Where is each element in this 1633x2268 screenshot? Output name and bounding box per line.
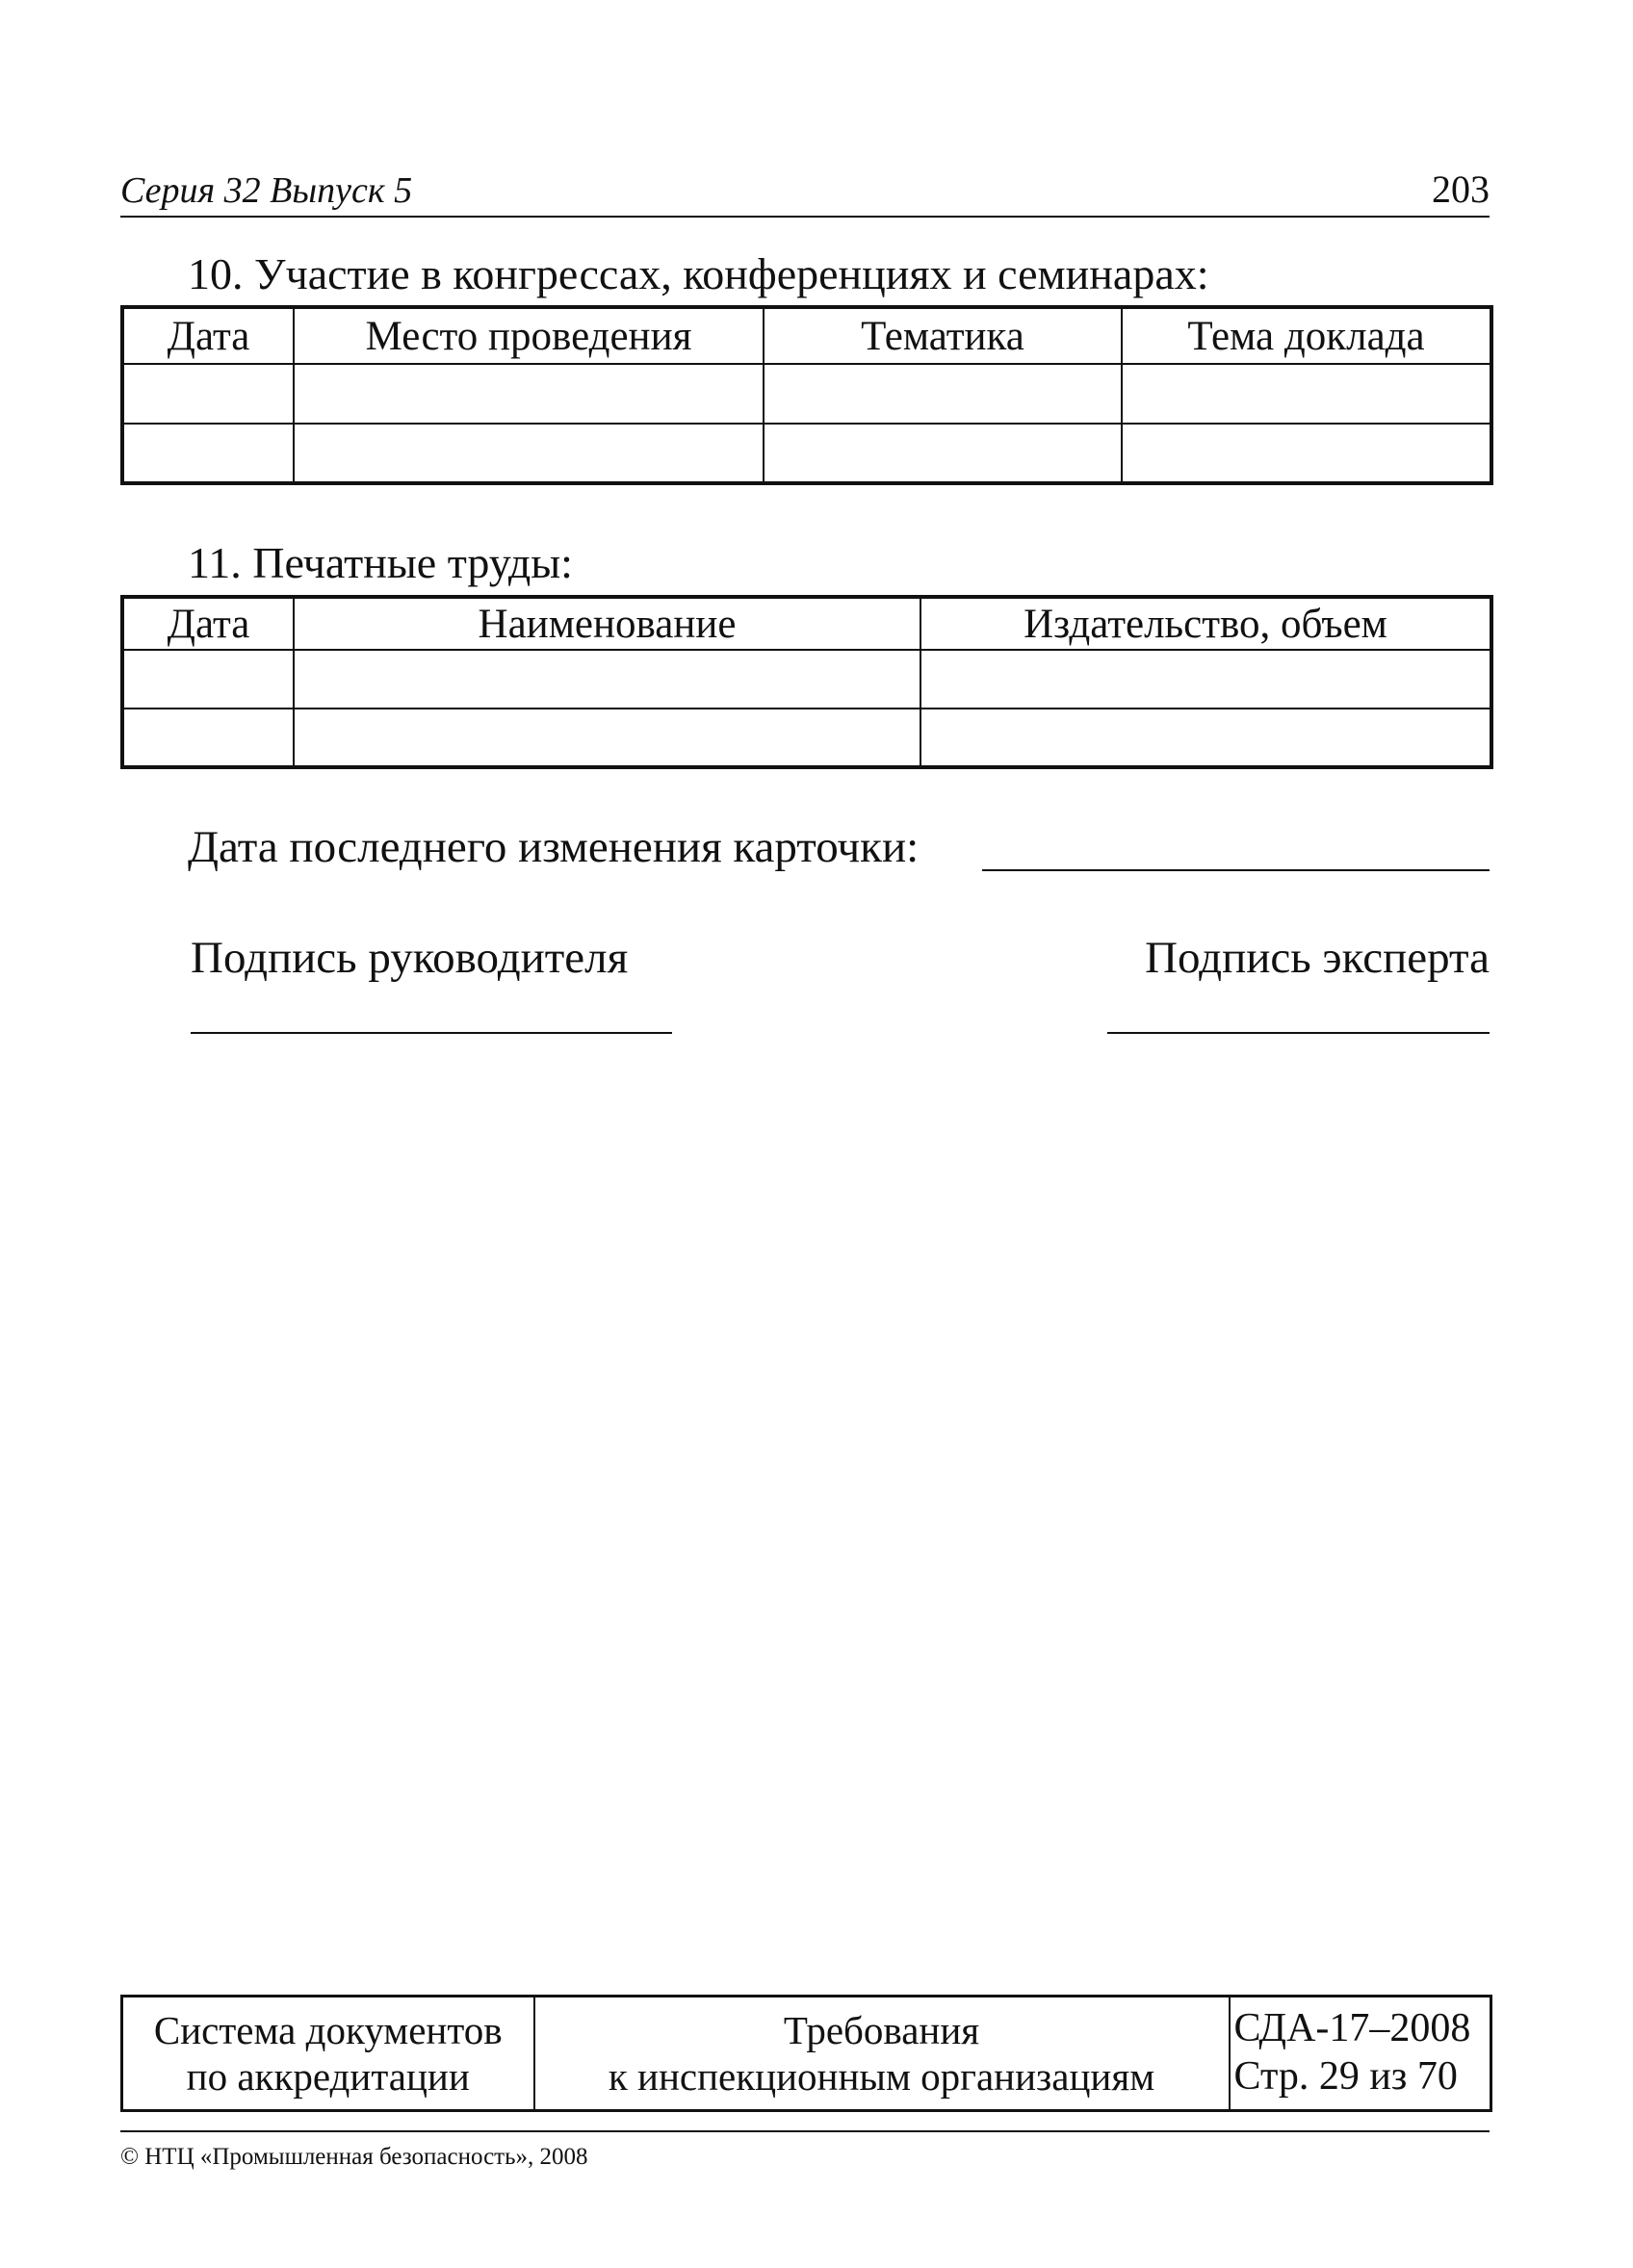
document-system-cell xyxy=(122,1997,534,2111)
column-header-date: Дата xyxy=(122,597,294,650)
table-cell[interactable] xyxy=(1122,364,1491,424)
section-11-heading: 11. Печатные труды: xyxy=(188,538,573,587)
document-code: СДА-17–2008 xyxy=(1233,2006,1471,2051)
column-header-topic: Тематика xyxy=(764,307,1122,364)
table-cell[interactable] xyxy=(920,709,1491,767)
series-title: Серия 32 Выпуск 5 xyxy=(120,170,413,211)
table-cell[interactable] xyxy=(122,364,294,424)
publications-table xyxy=(120,595,1493,769)
last-change-label: Дата последнего изменения карточки: xyxy=(188,822,920,872)
expert-signature-label: Подпись эксперта xyxy=(1145,933,1490,983)
document-title-line-2: к инспекционным организациям xyxy=(608,2054,1155,2099)
document-system-line-1: Система документов xyxy=(153,2007,503,2052)
table-cell[interactable] xyxy=(1122,424,1491,483)
conferences-table xyxy=(120,305,1493,485)
table-cell[interactable] xyxy=(122,424,294,483)
column-header-date: Дата xyxy=(122,307,294,364)
column-header-publisher-volume: Издательство, объем xyxy=(920,597,1491,650)
table-row xyxy=(122,424,1491,483)
table-row xyxy=(122,709,1491,767)
column-header-report-title: Тема доклада xyxy=(1122,307,1491,364)
column-header-title: Наименование xyxy=(294,597,920,650)
expert-signature-field[interactable] xyxy=(1107,1032,1490,1034)
head-signature-field[interactable] xyxy=(191,1032,672,1034)
running-header xyxy=(120,162,1490,218)
table-cell[interactable] xyxy=(294,709,920,767)
column-header-venue: Место проведения xyxy=(294,307,764,364)
section-10-heading: 10. Участие в конгрессах, конференциях и семинарах: xyxy=(188,249,1209,298)
table-cell[interactable] xyxy=(294,650,920,709)
document-title-line-1: Требования xyxy=(783,2007,980,2052)
page-of-total: Стр. 29 из 70 xyxy=(1233,2054,1458,2099)
document-footer-table xyxy=(120,1995,1492,2112)
table-cell[interactable] xyxy=(764,364,1122,424)
page-number: 203 xyxy=(1432,168,1490,211)
document-title-cell xyxy=(534,1997,1230,2111)
table-cell[interactable] xyxy=(122,650,294,709)
table-cell[interactable] xyxy=(764,424,1122,483)
table-row xyxy=(122,364,1491,424)
copyright-divider xyxy=(120,2130,1490,2132)
table-cell[interactable] xyxy=(294,424,764,483)
copyright-notice: © НТЦ «Промышленная безопасность», 2008 xyxy=(120,2144,588,2170)
table-cell[interactable] xyxy=(122,709,294,767)
head-signature-label: Подпись руководителя xyxy=(191,933,629,983)
table-cell[interactable] xyxy=(294,364,764,424)
table-cell[interactable] xyxy=(920,650,1491,709)
document-system-line-2: по аккредитации xyxy=(186,2054,470,2099)
document-code-cell xyxy=(1230,1997,1491,2111)
table-row xyxy=(122,650,1491,709)
last-change-date-field[interactable] xyxy=(982,869,1490,871)
